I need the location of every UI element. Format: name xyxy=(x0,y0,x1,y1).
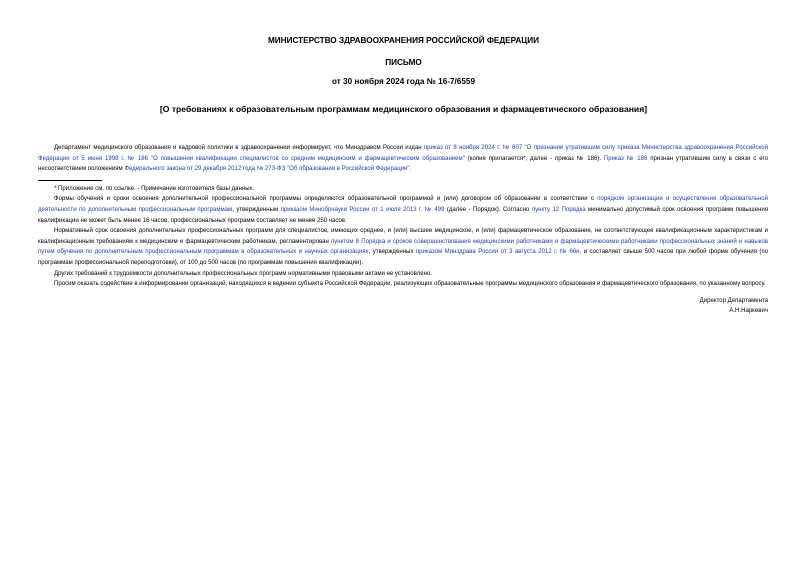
link-federal-law-273[interactable]: Федерального закона от 29 декабря 2012 года № 273-ФЗ "Об образовании в Российской Федерации" xyxy=(124,166,410,173)
p2-text-3: (далее - Порядок). Согласно xyxy=(444,206,532,213)
p1-text-1: Департамент медицинского образования и кадровой политики в здравоохранении информирует, что Минздравом России издан xyxy=(54,145,424,151)
paragraph-5: Просим оказать содействие в информировании организаций, находящихся в ведении субъекта Российской Федерации, реализующих образовательные программы медицинского образования и фармацевтического образования, по указанному вопросу. xyxy=(54,281,766,288)
document-date-number: от 30 ноября 2024 года № 16-7/6559 xyxy=(331,77,476,86)
footnote-text: * Приложение см. по ссылке. - Примечание изготовителя базы данных. xyxy=(54,185,255,192)
ministry-title: МИНИСТЕРСТВО ЗДРАВООХРАНЕНИЯ РОССИЙСКОЙ ФЕДЕРАЦИИ xyxy=(267,36,540,45)
link-point-12[interactable]: пункту 12 Порядка xyxy=(531,206,586,213)
link-order-66n[interactable]: приказом Минздрава России от 3 августа 2012 г. № 66н xyxy=(415,249,580,256)
p3-text-2: , утвержденных xyxy=(368,249,416,256)
p3-text-1: Нормативный срок освоения дополнительных профессиональных программ для специалистов, имеющих среднее, и (или) высшее медицинское, и (или) фармацевтическое образование, не соответствующее квалификационным характеристикам и квалификационным требованиям к медицинским и фармацевтическим работникам, регламентирован xyxy=(38,228,768,245)
paragraph-3 xyxy=(38,226,768,268)
link-procedure[interactable]: порядком организации и осуществления образовательной деятельности по дополнительным профессиональным программам xyxy=(38,196,768,213)
p2-text-2: , утвержденным xyxy=(232,206,281,213)
paragraph-2 xyxy=(38,194,768,226)
p1-text-3: признан утратившим силу в связи с его несоответствием положениям xyxy=(38,155,768,173)
link-order-186[interactable]: Приказ № 186 xyxy=(603,155,648,162)
paragraph-1 xyxy=(38,143,768,175)
document-body xyxy=(38,143,768,317)
link-point-8[interactable]: пунктом 8 Порядка и сроков совершенствования медицинскими работниками и фармацевтическими работниками профессиональных знаний и навыков путем обучения по дополнительным профессиональным программам в образовательных и научных организациях xyxy=(38,238,768,256)
p1-text-4: . xyxy=(409,166,412,173)
document-subject: [О требованиях к образовательным программам медицинского образования и фармацевтического образования] xyxy=(159,104,648,114)
p2-text-1: Формы обучения и сроки освоения дополнительной профессиональной программы определяются образовательной программой и (или) договором об образовании в соответствии с xyxy=(54,196,598,203)
paragraph-4: Других требований к трудоемкости дополнительных профессиональных программ нормативными правовыми актами не установлено. xyxy=(54,270,433,277)
footnote-divider xyxy=(38,180,102,181)
link-order-607[interactable]: приказ от 8 ноября 2024 г. № 607 "О признании утратившим силу приказа Министерства здравоохранения Российской Федерации от 5 июня 1998 г. № 186 "О повышении квалификации специалистов со средним медицинским и фармацевтическим образованием" xyxy=(38,145,768,162)
document-type: ПИСЬМО xyxy=(385,58,422,67)
footnote-block xyxy=(38,180,768,195)
signature-position: Директор Департамента xyxy=(699,297,768,304)
p2-text-4: минимально допустимый срок освоения программ повышения квалификации не может быть менее 16 часов, профессиональных программ составляет не менее 250 часов. xyxy=(38,206,768,224)
signature-name: А.Н.Наркевич xyxy=(729,308,768,315)
link-order-499[interactable]: приказом Минобрнауки России от 1 июля 2013 г. № 499 xyxy=(280,206,445,213)
p3-text-3: , и составляет свыше 500 часов при любой форме обучения (по программам профессиональной переподготовки), от 100 до 500 часов (по программам повышения квалификации). xyxy=(38,249,768,266)
p1-text-2: (копия прилагается*, далее - приказ № 186). xyxy=(464,155,604,162)
